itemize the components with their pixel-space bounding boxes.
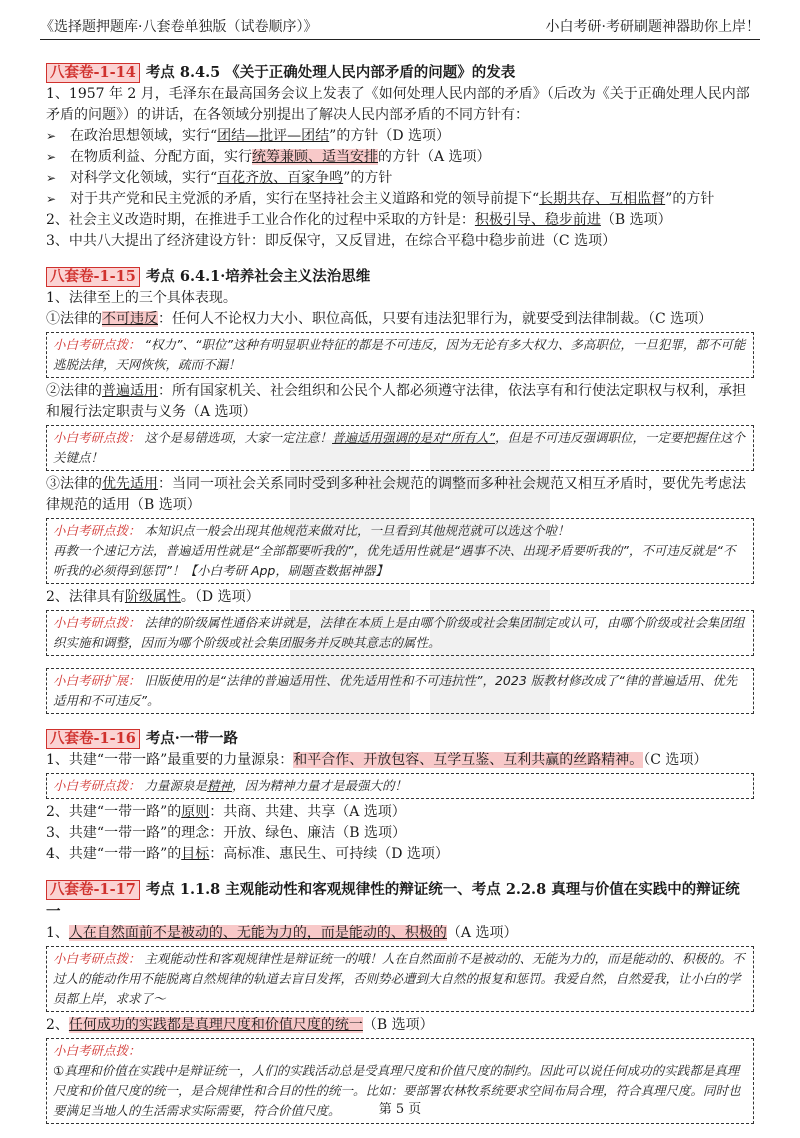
text: ：当同一项社会关系同时受到多种社会规范的调整而多种社会规范又相互矛盾时，要优先考虑法律规范的适用（B 选项） [46,476,746,513]
exam-tag: 八套卷-1-17 [46,880,140,900]
arrow-bullet-icon: ➢ [46,129,57,143]
text: 2、 [46,1017,69,1033]
paragraph [46,309,754,330]
section-1-15 [46,266,754,714]
tip-label: 小白考研点拨： [53,778,141,793]
text: 在物质利益、分配方面，实行 [70,149,252,165]
tip-text: 法律的阶级属性通俗来讲就是，法律在本质上是由哪个阶级或社会集团制定或认可，由哪个阶级或社会集团组织实施和调整，因而为哪个阶级或社会集团服务并反映其意志的属性。 [53,615,745,650]
paragraph [46,381,754,423]
tip-text: ，因为精神力量才是最强大的！ [232,778,408,793]
paragraph [46,210,754,231]
arrow-bullet-icon: ➢ [46,150,57,164]
section-1-16 [46,728,754,865]
paragraph [46,750,754,771]
exam-tag: 八套卷-1-14 [46,63,140,83]
page-content [46,62,754,1138]
underlined-text: 普遍适用强调的是对“所有人” [332,430,495,445]
text: （A 选项） [446,925,518,941]
tip-label: 小白考研点拨： [53,1043,141,1058]
bullet-item [46,168,754,189]
text: 对于共产党和民主党派的矛盾，实行在坚持社会主义道路和党的领导前提下“ [70,191,540,207]
extension-text: 旧版使用的是“法律的普遍适用性、优先适用性和不可违抗性”，2023 版教材修改成了“律的普遍适用、优先适用和不可违反”。 [53,673,738,708]
text: ”的方针 [343,170,393,186]
underlined-text: 优先适用 [102,476,158,492]
topic-title: 考点 1.1.8 主观能动性和客观规律性的辩证统一、考点 2.2.8 真理与价值在实践中的辩证统一 [46,881,740,920]
tip-box [46,610,754,656]
header-left-title: 《选择题押题库·八套卷单独版（试卷顺序）》 [40,19,318,35]
tip-text: 这个是易错选项，大家一定注意！ [144,430,333,445]
tip-box [46,518,754,584]
text: （B 选项） [600,212,672,228]
highlighted-text: 统筹兼顾、适当安排 [252,149,378,165]
underlined-text: 积极引导、稳步前进 [474,212,601,228]
underlined-text: 普遍适用 [102,383,158,399]
paragraph [46,923,754,944]
highlighted-text: 不可违反 [102,311,158,327]
tip-label: 小白考研点拨： [53,523,141,538]
paragraph [46,1015,754,1036]
tip-label: 小白考研点拨： [53,337,141,352]
tip-text: 本知识点一般会出现其他规范来做对比，一旦看到其他规范就可以选这个啦！ [144,523,570,538]
topic-title: 考点 6.4.1·培养社会主义法治思维 [145,268,371,285]
tip-box [46,332,754,378]
section-title [46,728,754,750]
paragraph: 1、法律至上的三个具体表现。 [46,290,237,306]
text: （C 选项） [643,752,708,768]
text: （B 选项） [362,1017,434,1033]
arrow-bullet-icon: ➢ [46,192,57,206]
exam-tag: 八套卷-1-15 [46,267,140,287]
tip-text: 再教一个速记方法，普遍适用性就是“全部都要听我的”，优先适用性就是“遇事不决、出现矛盾要听我的”，不可违反就是“不听我的必须得到惩罚”！【小白考研 App，刷题查数据神器】 [53,543,736,578]
text: 4、共建“一带一路”的 [46,846,182,862]
bullet-item [46,189,754,210]
highlighted-text: 和平合作、开放包容、互学互鉴、互利共赢的丝路精神。 [293,752,644,768]
text: 2、社会主义改造时期，在推进手工业合作化的过程中采取的方针是： [46,212,475,228]
bullet-item [46,147,754,168]
paragraph: 1、1957 年 2 月，毛泽东在最高国务会议上发表了《如何处理人民内部的矛盾》（后改为《关于正确处理人民内部矛盾的问题》）的讲话，在各领域分别提出了解决人民内部矛盾的不同方针有： [46,86,750,123]
arrow-bullet-icon: ➢ [46,171,57,185]
tip-label: 小白考研点拨： [53,615,141,630]
tip-text: “权力”、“职位”这种有明显职业特征的都是不可违反，因为无论有多大权力、多高职位，一旦犯罪，都不可能逃脱法律，天网恢恢，疏而不漏！ [53,337,746,372]
extension-label: 小白考研扩展： [53,673,141,688]
topic-title: 考点 8.4.5 《关于正确处理人民内部矛盾的问题》的发表 [145,64,516,81]
text: ：共商、共建、共享（A 选项） [209,804,406,820]
highlighted-text: 人在自然面前不是被动的、无能为力的，而是能动的、积极的 [68,925,447,941]
tip-text: 力量源泉是 [144,778,208,793]
paragraph [46,587,754,608]
underlined-text: 阶级属性 [124,589,181,605]
tip-text: 主观能动性和客观规律性是辩证统一的哦！人在自然面前不是被动的、无能为力的，而是能动的、积极的。不过人的能动作用不能脱离自然规律的轨道去盲目发挥，否则势必遭到大自然的报复和惩罚。我爱自然，自然爱我，让小白的学员都上岸，求求了～ [53,951,745,1006]
paragraph [46,474,754,516]
exam-tag: 八套卷-1-16 [46,729,140,749]
tip-box [46,425,754,471]
underlined-text: 精神 [207,778,233,793]
page-header [40,14,760,40]
topic-title: 考点·一带一路 [145,730,238,747]
section-title [46,266,754,288]
tip-box [46,773,754,799]
underlined-text: 百花齐放、百家争鸣 [217,170,344,186]
section-title [46,62,754,84]
bullet-item [46,126,754,147]
paragraph [46,844,754,865]
text: 对科学文化领域，实行“ [70,170,218,186]
text: ③法律的 [46,476,102,492]
text: 。（D 选项） [180,589,260,605]
paragraph: 3、共建“一带一路”的理念：开放、绿色、廉洁（B 选项） [46,825,406,841]
text: 2、法律具有 [46,589,125,605]
text: 2、共建“一带一路”的 [46,804,182,820]
underlined-text: 长期共存、互相监督 [539,191,666,207]
text: ：任何人不论权力大小、职位高低，只要有违法犯罪行为，就要受到法律制裁。（C 选项） [158,311,713,327]
text: ：高标准、惠民生、可持续（D 选项） [209,846,449,862]
text: ”的方针（D 选项） [329,128,451,144]
text: ①法律的 [46,311,102,327]
paragraph: 3、中共八大提出了经济建设方针：即反保守，又反冒进，在综合平稳中稳步前进（C 选项） [46,233,617,249]
underlined-text: 团结—批评—团结 [217,128,330,144]
text: 1、共建“一带一路”最重要的力量源泉： [46,752,294,768]
tip-text: ①真理和价值在实践中是辩证统一，人们的实践活动总是受真理尺度和价值尺度的制约。因此可以说任何成功的实践都是真理尺度和价值尺度的统一，是合规律性和合目的性的统一。比如：要部署农林牧系统要求空间布局合理，符合真理尺度。同时也要满足当地人的生活需求实际需要，符合价值尺度。 [53,1063,741,1118]
section-1-17 [46,879,754,1124]
underlined-text: 目标 [181,846,210,862]
underlined-text: 原则 [181,804,210,820]
extension-box [46,668,754,714]
text: ：所有国家机关、社会组织和公民个人都必须遵守法律，依法享有和行使法定职权与权利，承担和履行法定职责与义务（A 选项） [46,383,746,420]
text: 1、 [46,925,69,941]
tip-label: 小白考研点拨： [53,430,141,445]
header-right-slogan: 小白考研·考研刷题神器助你上岸！ [545,19,760,35]
section-1-14 [46,62,754,252]
section-title [46,879,754,923]
text: 在政治思想领域，实行“ [70,128,218,144]
highlighted-text: 任何成功的实践都是真理尺度和价值尺度的统一 [68,1017,363,1033]
text: 的方针（A 选项） [378,149,491,165]
text: ”的方针 [665,191,715,207]
text: ②法律的 [46,383,102,399]
tip-box [46,946,754,1012]
tip-label: 小白考研点拨： [53,951,141,966]
tip-text: ，但是不可违反强调职位，一定要把握住这个关键点！ [53,430,745,465]
paragraph [46,802,754,823]
page-number: 第 5 页 [378,1102,422,1117]
